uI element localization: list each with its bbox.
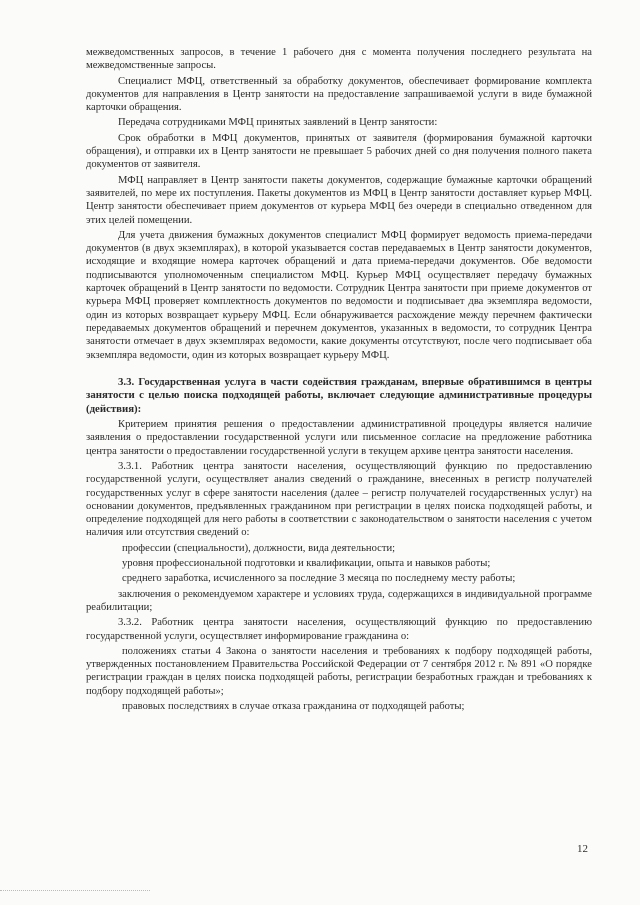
paragraph: 3.3.2. Работник центра занятости населения, осуществляющий функцию по предоставлению государственной услуги, осуществляет информирование гражданина о:: [86, 617, 592, 642]
paragraph: заключения о рекомендуемом характере и условиях труда, содержащихся в индивидуальной программе реабилитации;: [86, 588, 592, 613]
list-item: уровня профессиональной подготовки и квалификации, опыта и навыков работы;: [122, 558, 491, 570]
page-number: 12: [577, 843, 588, 855]
section-heading: 3.3. Государственная услуга в части содействия гражданам, впервые обратившимся в центры занятости с целью поиска подходящей работы, включает следующие административные процедуры (действия):: [86, 375, 592, 415]
paragraph: Критерием принятия решения о предоставлении административной процедуры является наличие заявления о предоставлении государственной услуги или письменное согласие на предложение работника центра занятости о предоставлении государственной услуги в текущем архиве центра занятости населения.: [86, 419, 592, 457]
document-body: [86, 46, 592, 715]
paragraph: Передача сотрудниками МФЦ принятых заявлений в Центр занятости:: [118, 117, 438, 129]
list-item: профессии (специальности), должности, вида деятельности;: [122, 542, 396, 554]
paragraph: МФЦ направляет в Центр занятости пакеты документов, содержащие бумажные карточки обращений заявителей, по мере их поступления. Пакеты документов из МФЦ в Центр занятости доставляет курьер МФЦ. Центр занятости обеспечивает прием документов от курьера МФЦ без очереди в специально отведенном для этих целей помещении.: [86, 174, 592, 226]
paragraph: Специалист МФЦ, ответственный за обработку документов, обеспечивает формирование комплекта документов для направления в Центр занятости на предоставление запрашиваемой услуги в виде бумажной карточки обращения.: [86, 75, 592, 114]
paragraph: положениях статьи 4 Закона о занятости населения и требованиях к подбору подходящей работы, утвержденных постановлением Правительства Российской Федерации от 7 сентября 2012 г. № 891 «О порядке регистрации граждан в целях поиска подходящей работы, регистрации безработных граждан и требованиях к подбору подходящей работы»;: [86, 645, 592, 697]
list-item: среднего заработка, исчисленного за последние 3 месяца по последнему месту работы;: [122, 573, 516, 585]
paragraph: Для учета движения бумажных документов специалист МФЦ формирует ведомость приема-передачи документов (в двух экземплярах), в которой указывается состав передаваемых в Центр занятости документов, исходящие и входящие номера карточек обращений и дата приема-передачи документов. Обе ведомости подписываются уполномоченным специалистом МФЦ. Курьер МФЦ осуществляет передачу бумажных карточек обращений в Центр занятости по ведомости. Сотрудник Центра занятости при приеме документов от курьера МФЦ проверяет комплектность документов по ведомости и подписывает два экземпляра ведомости, один из которых возвращает курьеру МФЦ. Если обнаруживается расхождение между перечнем фактически передаваемых документов обращений и перечнем документов, указанных в ведомости, то сотрудник Центра занятости отмечает в двух экземплярах ведомости, какие документы отсутствуют, после чего подписывает оба экземпляра ведомости, один из которых возвращает курьеру МФЦ.: [86, 229, 592, 361]
scan-edge-line: [0, 890, 150, 891]
paragraph: Срок обработки в МФЦ документов, принятых от заявителя (формирования бумажной карточки обращения), и отправки их в Центр занятости не превышает 5 рабочих дней со дня получения полного пакета документов от заявителя.: [86, 132, 592, 171]
paragraph: 3.3.1. Работник центра занятости населения, осуществляющий функцию по предоставлению государственной услуги, осуществляет анализ сведений о гражданине, внесенных в регистр получателей государственных услуг в сфере занятости населения (далее – регистр получателей государственных услуг) на основании документов, предъявленных гражданином при регистрации в целях поиска подходящей работы, и определение подходящей для него работы в соответствии с законодательством о занятости населения с учетом наличия или отсутствия сведений о:: [86, 460, 592, 539]
paragraph: межведомственных запросов, в течение 1 рабочего дня с момента получения последнего результата на межведомственные запросы.: [86, 47, 592, 72]
paragraph: правовых последствиях в случае отказа гражданина от подходящей работы;: [122, 700, 465, 712]
